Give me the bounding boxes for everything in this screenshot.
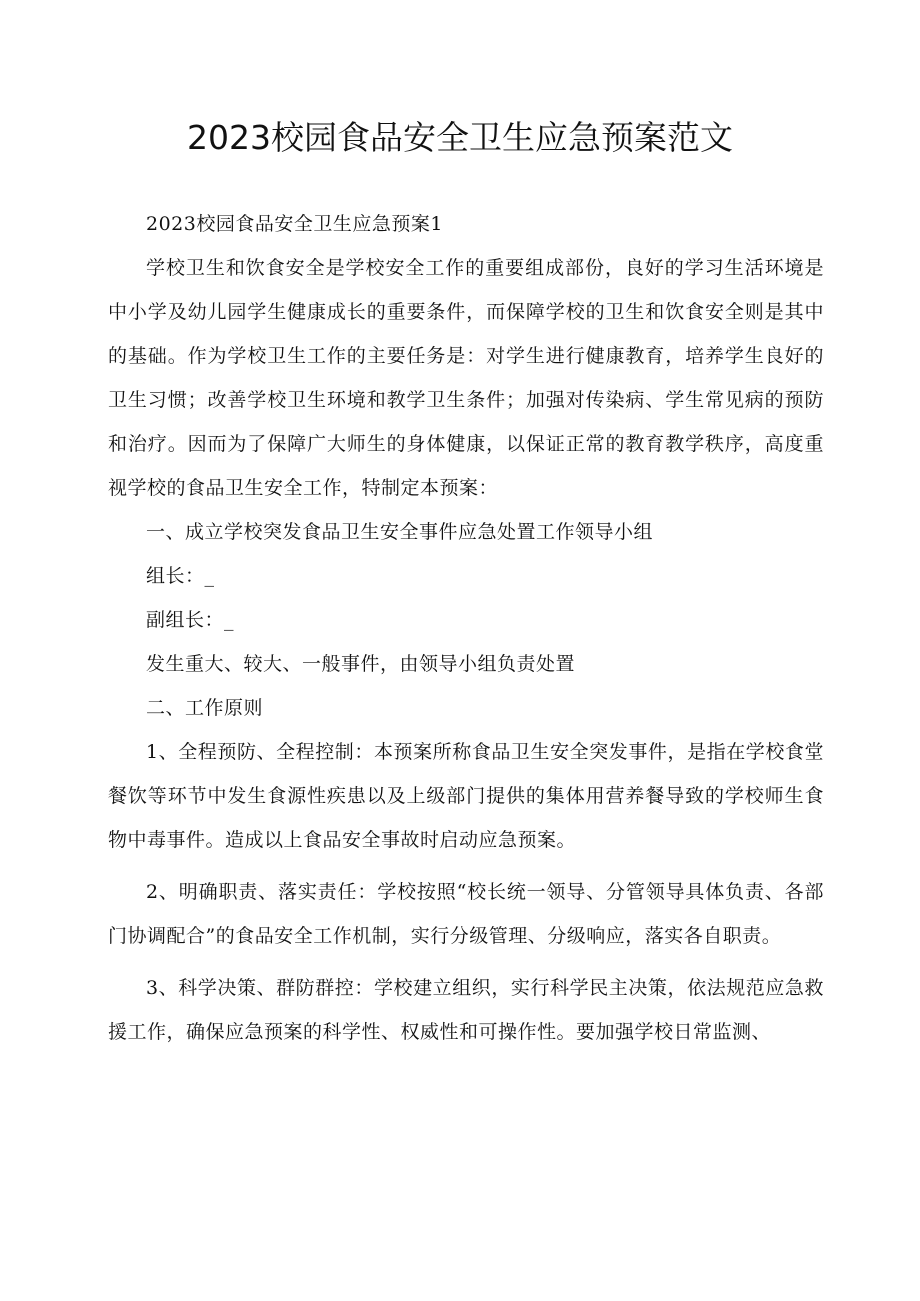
principle-two-paragraph: 2、明确职责、落实责任：学校按照“校长统一领导、分管领导具体负责、各部门协调配合”的食品安全工作机制，实行分级管理、分级响应，落实各自职责。 bbox=[108, 881, 824, 947]
document-title: 2023校园食品安全卫生应急预案范文 bbox=[187, 118, 733, 157]
section-heading: 2023校园食品安全卫生应急预案1 bbox=[146, 213, 443, 235]
principle-one-paragraph: 1、全程预防、全程控制：本预案所称食品卫生安全突发事件，是指在学校食堂餐饮等环节中发生食源性疾患以及上级部门提供的集体用营养餐导致的学校师生食物中毒事件。造成以上食品安全事故时启动应急预案。 bbox=[108, 741, 824, 851]
principle-three-paragraph: 3、科学决策、群防群控：学校建立组织，实行科学民主决策，依法规范应急救援工作，确保应急预案的科学性、权威性和可操作性。要加强学校日常监测、 bbox=[108, 977, 824, 1043]
deputy-leader-line: 副组长：_ bbox=[146, 609, 235, 631]
intro-paragraph: 学校卫生和饮食安全是学校安全工作的重要组成部份，良好的学习生活环境是中小学及幼儿园学生健康成长的重要条件，而保障学校的卫生和饮食安全则是其中的基础。作为学校卫生工作的主要任务是：对学生进行健康教育，培养学生良好的卫生习惯；改善学校卫生环境和教学卫生条件；加强对传染病、学生常见病的预防和治疗。因而为了保障广大师生的身体健康，以保证正常的教育教学秩序，高度重视学校的食品卫生安全工作，特制定本预案： bbox=[108, 257, 824, 499]
section-one-heading: 一、成立学校突发食品卫生安全事件应急处置工作领导小组 bbox=[146, 521, 654, 543]
section-two-heading: 二、工作原则 bbox=[146, 697, 264, 719]
document-body bbox=[108, 202, 824, 1054]
responsibility-line: 发生重大、较大、一般事件，由领导小组负责处置 bbox=[146, 653, 576, 675]
leader-line: 组长：_ bbox=[146, 565, 215, 587]
